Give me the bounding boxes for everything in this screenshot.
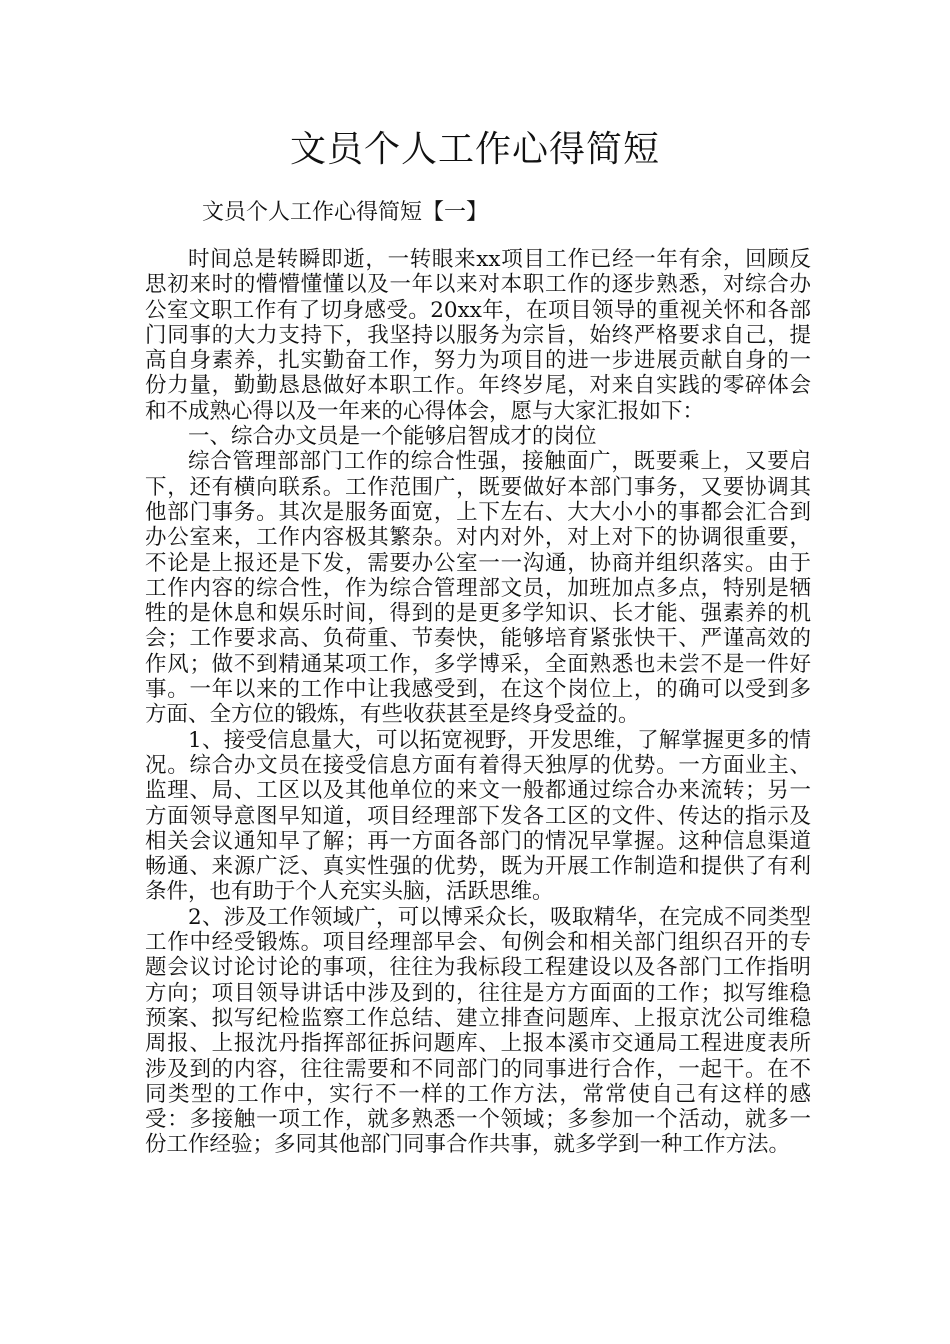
paragraph-point-2: 2、涉及工作领域广，可以博采众长，吸取精华，在完成不同类型工作中经受锻炼。项目经理部早会、旬例会和相关部门组织召开的专题会议讨论讨论的事项，往往为我标段工程建设以及各部门工作指明方向；项目领导讲话中涉及到的，往往是方方面面的工作；拟写维稳预案、拟写纪检监察工作总结、建立排查问题库、上报京沈公司维稳周报、上报沈丹指挥部征拆问题库、上报本溪市交通局工程进度表所涉及到的内容，往往需要和不同部门的同事进行合作，一起干。在不同类型的工作中，实行不一样的工作方法，常常使自己有这样的感受：多接触一项工作，就多熟悉一个领域；多参加一个活动，就多一份工作经验；多同其他部门同事合作共事，就多学到一种工作方法。 <box>145 904 811 1158</box>
paragraph-section-1: 综合管理部部门工作的综合性强，接触面广，既要乘上，又要启下，还有横向联系。工作范围广，既要做好本部门事务，又要协调其他部门事务。其次是服务面宽，上下左右、大大小小的事都会汇合到办公室来，工作内容极其繁杂。对内对外，对上对下的协调很重要，不论是上报还是下发，需要办公室一一沟通，协商并组织落实。由于工作内容的综合性，作为综合管理部文员，加班加点多点，特别是牺牲的是休息和娱乐时间，得到的是更多学知识、长才能、强素养的机会；工作要求高、负荷重、节奏快，能够培育紧张快干、严谨高效的作风；做不到精通某项工作，多学博采，全面熟悉也未尝不是一件好事。一年以来的工作中让我感受到，在这个岗位上，的确可以受到多方面、全方位的锻炼，有些收获甚至是终身受益的。 <box>145 449 811 728</box>
paragraph-heading-1: 一、综合办文员是一个能够启智成才的岗位 <box>188 424 597 450</box>
paragraph-intro: 时间总是转瞬即逝，一转眼来xx项目工作已经一年有余，回顾反思初来时的懵懵懂懂以及一年以来对本职工作的逐步熟悉，对综合办公室文职工作有了切身感受。20xx年，在项目领导的重视关怀和各部门同事的大力支持下，我坚持以服务为宗旨，始终严格要求自己，提高自身素养，扎实勤奋工作，努力为项目的进一步进展贡献自身的一份力量，勤勤恳恳做好本职工作。年终岁尾，对来自实践的零碎体会和不成熟心得以及一年来的心得体会，愿与大家汇报如下： <box>145 247 811 424</box>
document-body <box>145 247 811 1158</box>
section-heading: 文员个人工作心得简短【一】 <box>202 200 489 225</box>
paragraph-point-1: 1、接受信息量大，可以拓宽视野，开发思维，了解掌握更多的情况。综合办文员在接受信息方面有着得天独厚的优势。一方面业主、监理、局、工区以及其他单位的来文一般都通过综合办来流转；另一方面领导意图早知道，项目经理部下发各工区的文件、传达的指示及相关会议通知早了解；再一方面各部门的情况早掌握。这种信息渠道畅通、来源广泛、真实性强的优势，既为开展工作制造和提供了有利条件，也有助于个人充实头脑，活跃思维。 <box>145 727 811 905</box>
document-title: 文员个人工作心得简短 <box>289 129 660 170</box>
